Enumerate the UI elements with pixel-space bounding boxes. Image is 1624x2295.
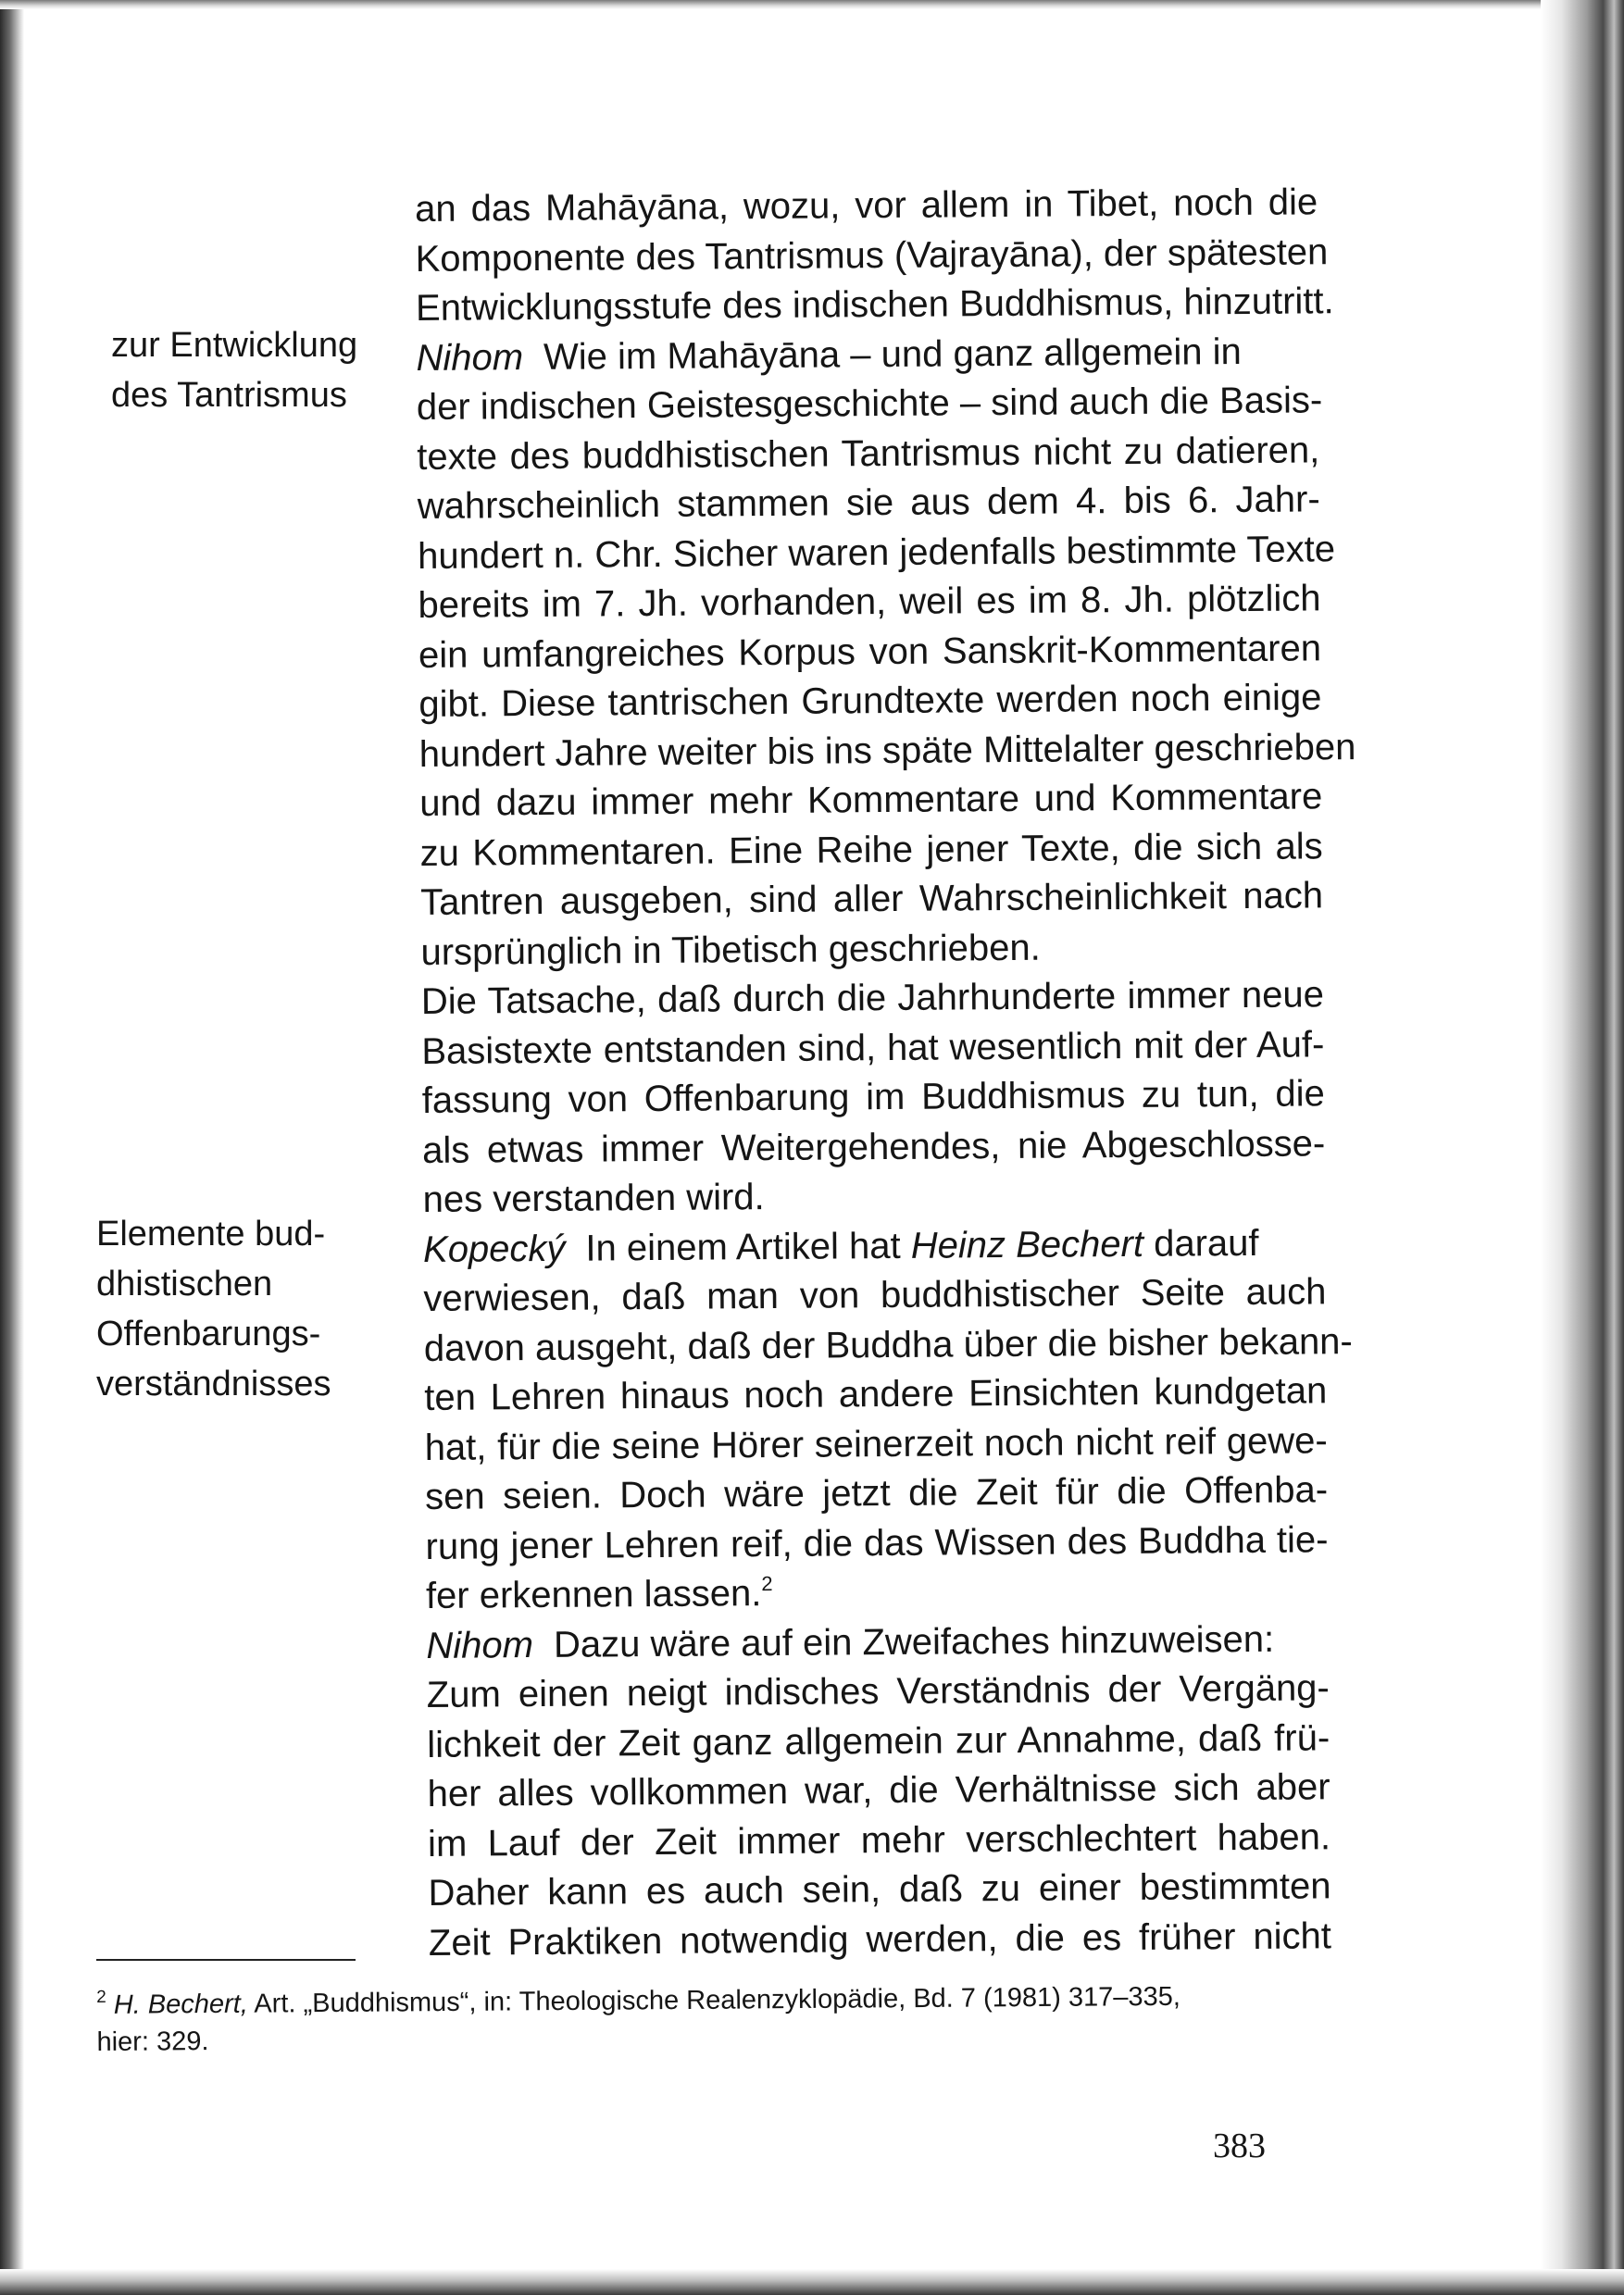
text-line: rung jener Lehren reif, die das Wissen des Buddha tie- [425,1518,1329,1567]
text-line: ursprünglich in Tibetisch geschrieben. [420,927,1041,973]
paragraph-nihom-time [426,1615,1331,1968]
text-line [423,1218,1326,1275]
margin-note-line: Elemente bud- [96,1215,326,1254]
text-line: Tantren ausgeben, sind aller Wahrscheinlichkeit nach [419,875,1324,923]
page-number: 383 [1213,2127,1266,2165]
footnote-line: hier: 329. [96,2027,209,2057]
text-line: der indischen Geistesgeschichte – sind auch die Basis- [416,380,1323,428]
scan-shadow-bottom [0,2269,1624,2295]
text-span: In einem Artikel hat [585,1225,901,1269]
text-line: Daher kann es auch sein, daß zu einer bestimmten [428,1865,1331,1914]
footnote-text: Art. „Buddhismus“, in: Theologische Realenzyklopädie, Bd. 7 (1981) 317–335, [254,1981,1181,2019]
text-line: hat, für die seine Hörer seinerzeit noch nicht reif gewe- [424,1419,1328,1468]
text-line: Zeit Praktiken notwendig werden, die es früher nicht [428,1915,1332,1964]
text-line: als etwas immer Weitergehendes, nie Abgeschlosse- [422,1122,1326,1171]
text-line: wahrscheinlich stammen sie aus dem 4. bis 6. Jahr- [417,479,1320,527]
text-line [416,327,1318,383]
text-line: sen seien. Doch wäre jetzt die Zeit für die Offenba- [424,1469,1329,1517]
text-line: verwiesen, daß man von buddhistischer Seite auch [423,1271,1327,1319]
text-line: Zum einen neigt indisches Verständnis der Vergäng- [426,1667,1330,1715]
margin-note-line: Offenbarungs- [96,1315,321,1353]
margin-note-tantrism [111,320,389,420]
footnote [96,1970,1301,2061]
text-line: gibt. Diese tantrischen Grundtexte werden noch einige [418,677,1322,725]
margin-note-line: zur Entwicklung [111,326,358,365]
text-span: fer erkennen lassen. [425,1573,762,1616]
footnote-separator [96,1959,356,1961]
text-line: hundert Jahre weiter bis ins späte Mittelalter geschrieben [418,726,1356,775]
speaker-name: Kopecký [422,1228,566,1270]
text-line: davon ausgeht, daß der Buddha über die bisher bekann- [423,1320,1353,1369]
text-line: Komponente des Tantrismus (Vajrayāna), der spätesten [415,231,1329,280]
text-span: darauf [1153,1222,1259,1265]
main-text-column [415,178,1356,1968]
text-line: ten Lehren hinaus noch andere Einsichten kundgetan [424,1370,1328,1418]
margin-note-revelation [96,1209,374,1409]
text-line: an das Mahāyāna, wozu, vor allem in Tibet, noch die [415,181,1318,230]
cited-author: Heinz Bechert [910,1223,1144,1266]
scan-shadow-left [0,0,24,2295]
text-line: fassung von Offenbarung im Buddhismus zu tun, die [421,1073,1325,1121]
paragraph-mahayana [415,178,1334,333]
text-line: lichkeit der Zeit ganz allgemein zur Annahme, daß frü- [427,1716,1330,1765]
speaker-name: Nihom [426,1624,534,1666]
paragraph-nihom-tantrism [416,327,1356,978]
scan-shadow-right [1541,0,1624,2295]
text-line: und dazu immer mehr Kommentare und Kommentare [419,776,1323,824]
text-line: texte des buddhistischen Tantrismus nicht zu datieren, [417,429,1320,478]
text-line: hundert n. Chr. Sicher waren jedenfalls bestimmte Texte [417,528,1336,577]
text-line: Die Tatsache, daß durch die Jahrhunderte immer neue [420,974,1325,1022]
footnote-author: H. Bechert, [113,1989,248,2020]
margin-note-line: verständnisses [96,1365,331,1403]
speaker-name: Nihom [416,336,524,379]
text-line: Basistexte entstanden sind, hat wesentlich mit der Auf- [421,1023,1325,1072]
footnote-reference[interactable]: 2 [761,1572,773,1596]
text-line [426,1615,1329,1671]
paragraph-kopecky [422,1218,1353,1622]
text-line: her alles vollkommen war, die Verhältnisse sich aber [427,1766,1330,1815]
text-span: Wie im Mahāyāna – und ganz allgemein in [543,331,1242,378]
footnote-number: 2 [96,1987,106,2007]
text-line: ein umfangreiches Korpus von Sanskrit-Kommentaren [418,627,1322,676]
text-span: Dazu wäre auf ein Zweifaches hinzuweisen: [553,1618,1275,1665]
text-line: zu Kommentaren. Eine Reihe jener Texte, die sich als [419,825,1323,874]
margin-note-line: des Tantrismus [111,376,347,415]
footnote-line [96,1970,1300,2024]
text-line [426,1565,1329,1621]
scan-shadow-top [0,0,1624,9]
paragraph-revelation [421,970,1326,1225]
margin-note-line: dhistischen [96,1265,273,1303]
text-line: bereits im 7. Jh. vorhanden, weil es im 8. Jh. plötzlich [418,578,1321,626]
text-line: Entwicklungsstufe des indischen Buddhismus, hinzutritt. [415,281,1334,329]
text-line: nes verstanden wird. [422,1177,765,1220]
text-line: im Lauf der Zeit immer mehr verschlechtert haben. [427,1815,1331,1865]
